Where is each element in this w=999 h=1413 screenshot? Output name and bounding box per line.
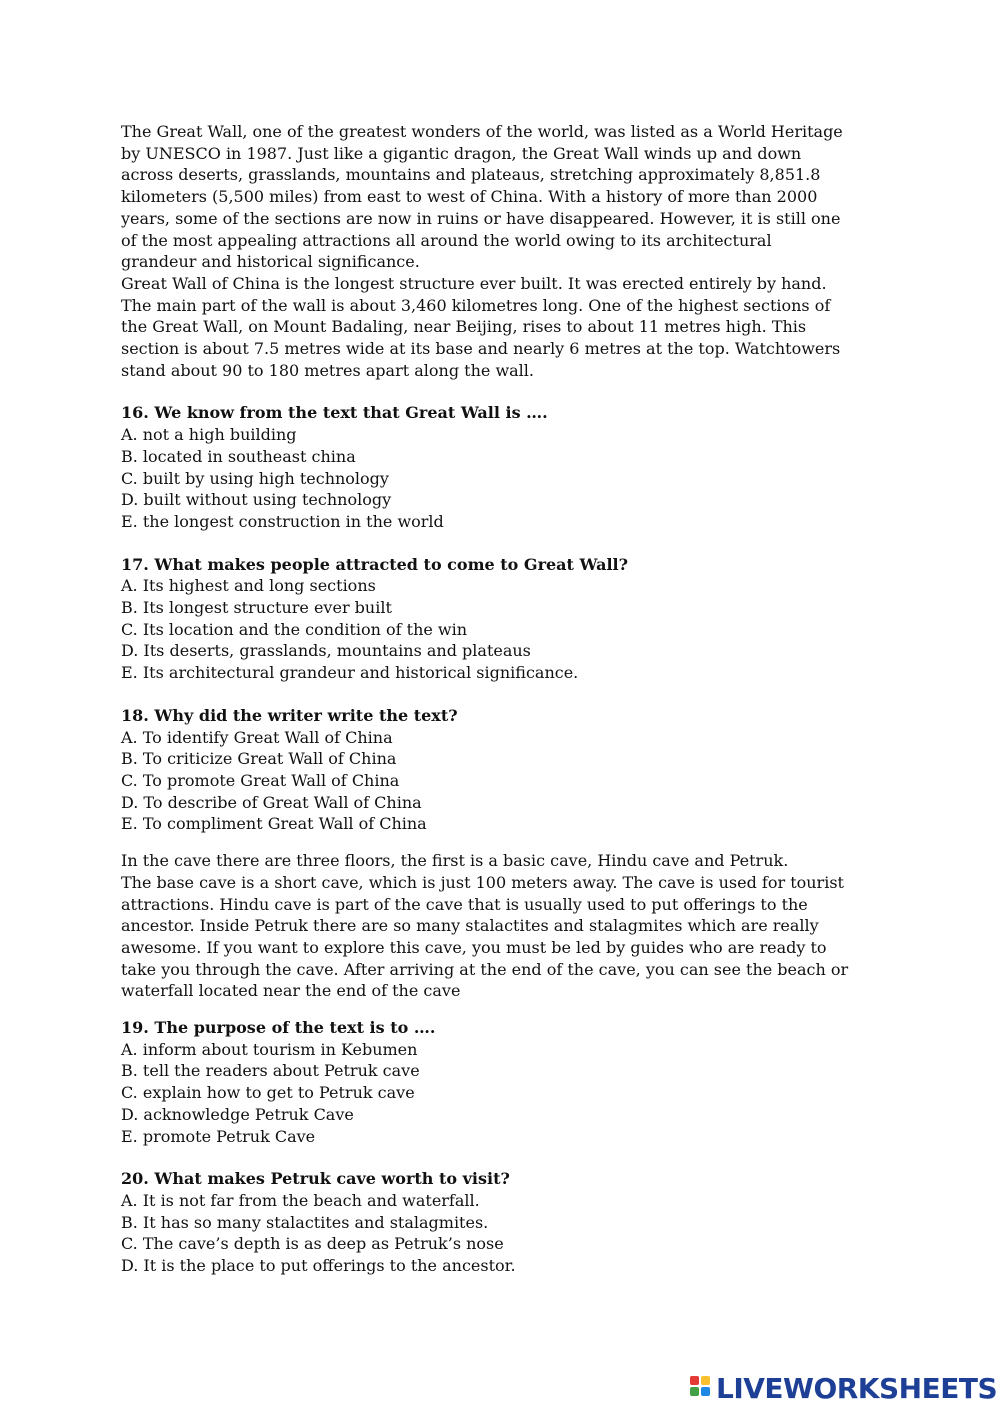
question-19-option-a: A. inform about tourism in Kebumen [121,1039,418,1059]
passage-petruk-cave-paragraph-2: The base cave is a short cave, which is just 100 meters away. The cave is used for tourist attractions. Hindu cave is part of the cave that is usually used to put offerings to the ancestor. Inside Petruk there are so many stalactites and stalagmites which are really awesome. If you want to explore this cave, you must be led by guides who are ready to take you through the cave. After arriving at the end of the cave, you can see the beach or waterfall located near the end of the cave [121,872,849,1001]
question-20 [121,1168,851,1277]
question-16-option-d: D. built without using technology [121,490,392,510]
worksheet-page [121,121,851,1277]
question-20-option-a: A. It is not far from the beach and waterfall. [121,1190,480,1210]
passage-great-wall-paragraph-1: The Great Wall, one of the greatest wonders of the world, was listed as a World Heritage by UNESCO in 1987. Just like a gigantic dragon, the Great Wall winds up and down across deserts, grasslands, mountains and plateaus, stretching approximately 8,851.8 kilometers (5,500 miles) from east to west of China. With a history of more than 2000 years, some of the sections are now in ruins or have disappeared. However, it is still one of the most appealing attractions all around the world owing to its architectural grandeur and historical significance. [121,122,843,272]
question-16-option-a: A. not a high building [121,425,297,445]
question-18-option-b: B. To criticize Great Wall of China [121,749,397,769]
question-17-option-a: A. Its highest and long sections [121,576,376,596]
question-20-option-c: C. The cave’s depth is as deep as Petruk’s nose [121,1234,504,1254]
question-19-option-e: E. promote Petruk Cave [121,1126,316,1146]
question-18-option-e: E. To compliment Great Wall of China [121,814,427,834]
passage-great-wall [121,121,851,381]
passage-petruk-cave [121,850,851,1002]
question-17-title: 17. What makes people attracted to come to Great Wall? [121,554,628,574]
question-16-option-c: C. built by using high technology [121,468,389,488]
question-20-option-b: B. It has so many stalactites and stalagmites. [121,1212,489,1232]
question-16-option-e: E. the longest construction in the world [121,511,444,531]
question-18 [121,705,851,835]
question-17-option-b: B. Its longest structure ever built [121,598,392,618]
passage-great-wall-paragraph-2: Great Wall of China is the longest structure ever built. It was erected entirely by hand. The main part of the wall is about 3,460 kilometres long. One of the highest sections of the Great Wall, on Mount Badaling, near Beijing, rises to about 11 metres high. This section is about 7.5 metres wide at its base and nearly 6 metres at the top. Watchtowers stand about 90 to 180 metres apart along the wall. [121,273,841,380]
question-16-option-b: B. located in southeast china [121,446,356,466]
question-18-option-c: C. To promote Great Wall of China [121,770,400,790]
question-17-option-c: C. Its location and the condition of the win [121,619,468,639]
question-19-option-d: D. acknowledge Petruk Cave [121,1104,354,1124]
liveworksheets-logo [690,1374,997,1404]
question-19-title: 19. The purpose of the text is to …. [121,1018,436,1038]
question-20-option-d: D. It is the place to put offerings to the ancestor. [121,1256,516,1276]
question-20-title: 20. What makes Petruk cave worth to visit? [121,1169,510,1189]
passage-petruk-cave-paragraph-1: In the cave there are three floors, the first is a basic cave, Hindu cave and Petruk. [121,851,789,871]
question-17-option-e: E. Its architectural grandeur and historical significance. [121,663,579,683]
question-18-option-a: A. To identify Great Wall of China [121,727,393,747]
liveworksheets-mark-icon [690,1376,712,1402]
question-19-option-b: B. tell the readers about Petruk cave [121,1061,420,1081]
question-17 [121,554,851,684]
question-19-option-c: C. explain how to get to Petruk cave [121,1083,415,1103]
question-16-title: 16. We know from the text that Great Wall is …. [121,403,548,423]
question-16 [121,402,851,532]
question-17-option-d: D. Its deserts, grasslands, mountains and plateaus [121,641,531,661]
question-18-title: 18. Why did the writer write the text? [121,705,458,725]
liveworksheets-logo-text: LIVEWORKSHEETS [716,1372,998,1405]
question-18-option-d: D. To describe of Great Wall of China [121,792,422,812]
question-19 [121,1017,851,1147]
